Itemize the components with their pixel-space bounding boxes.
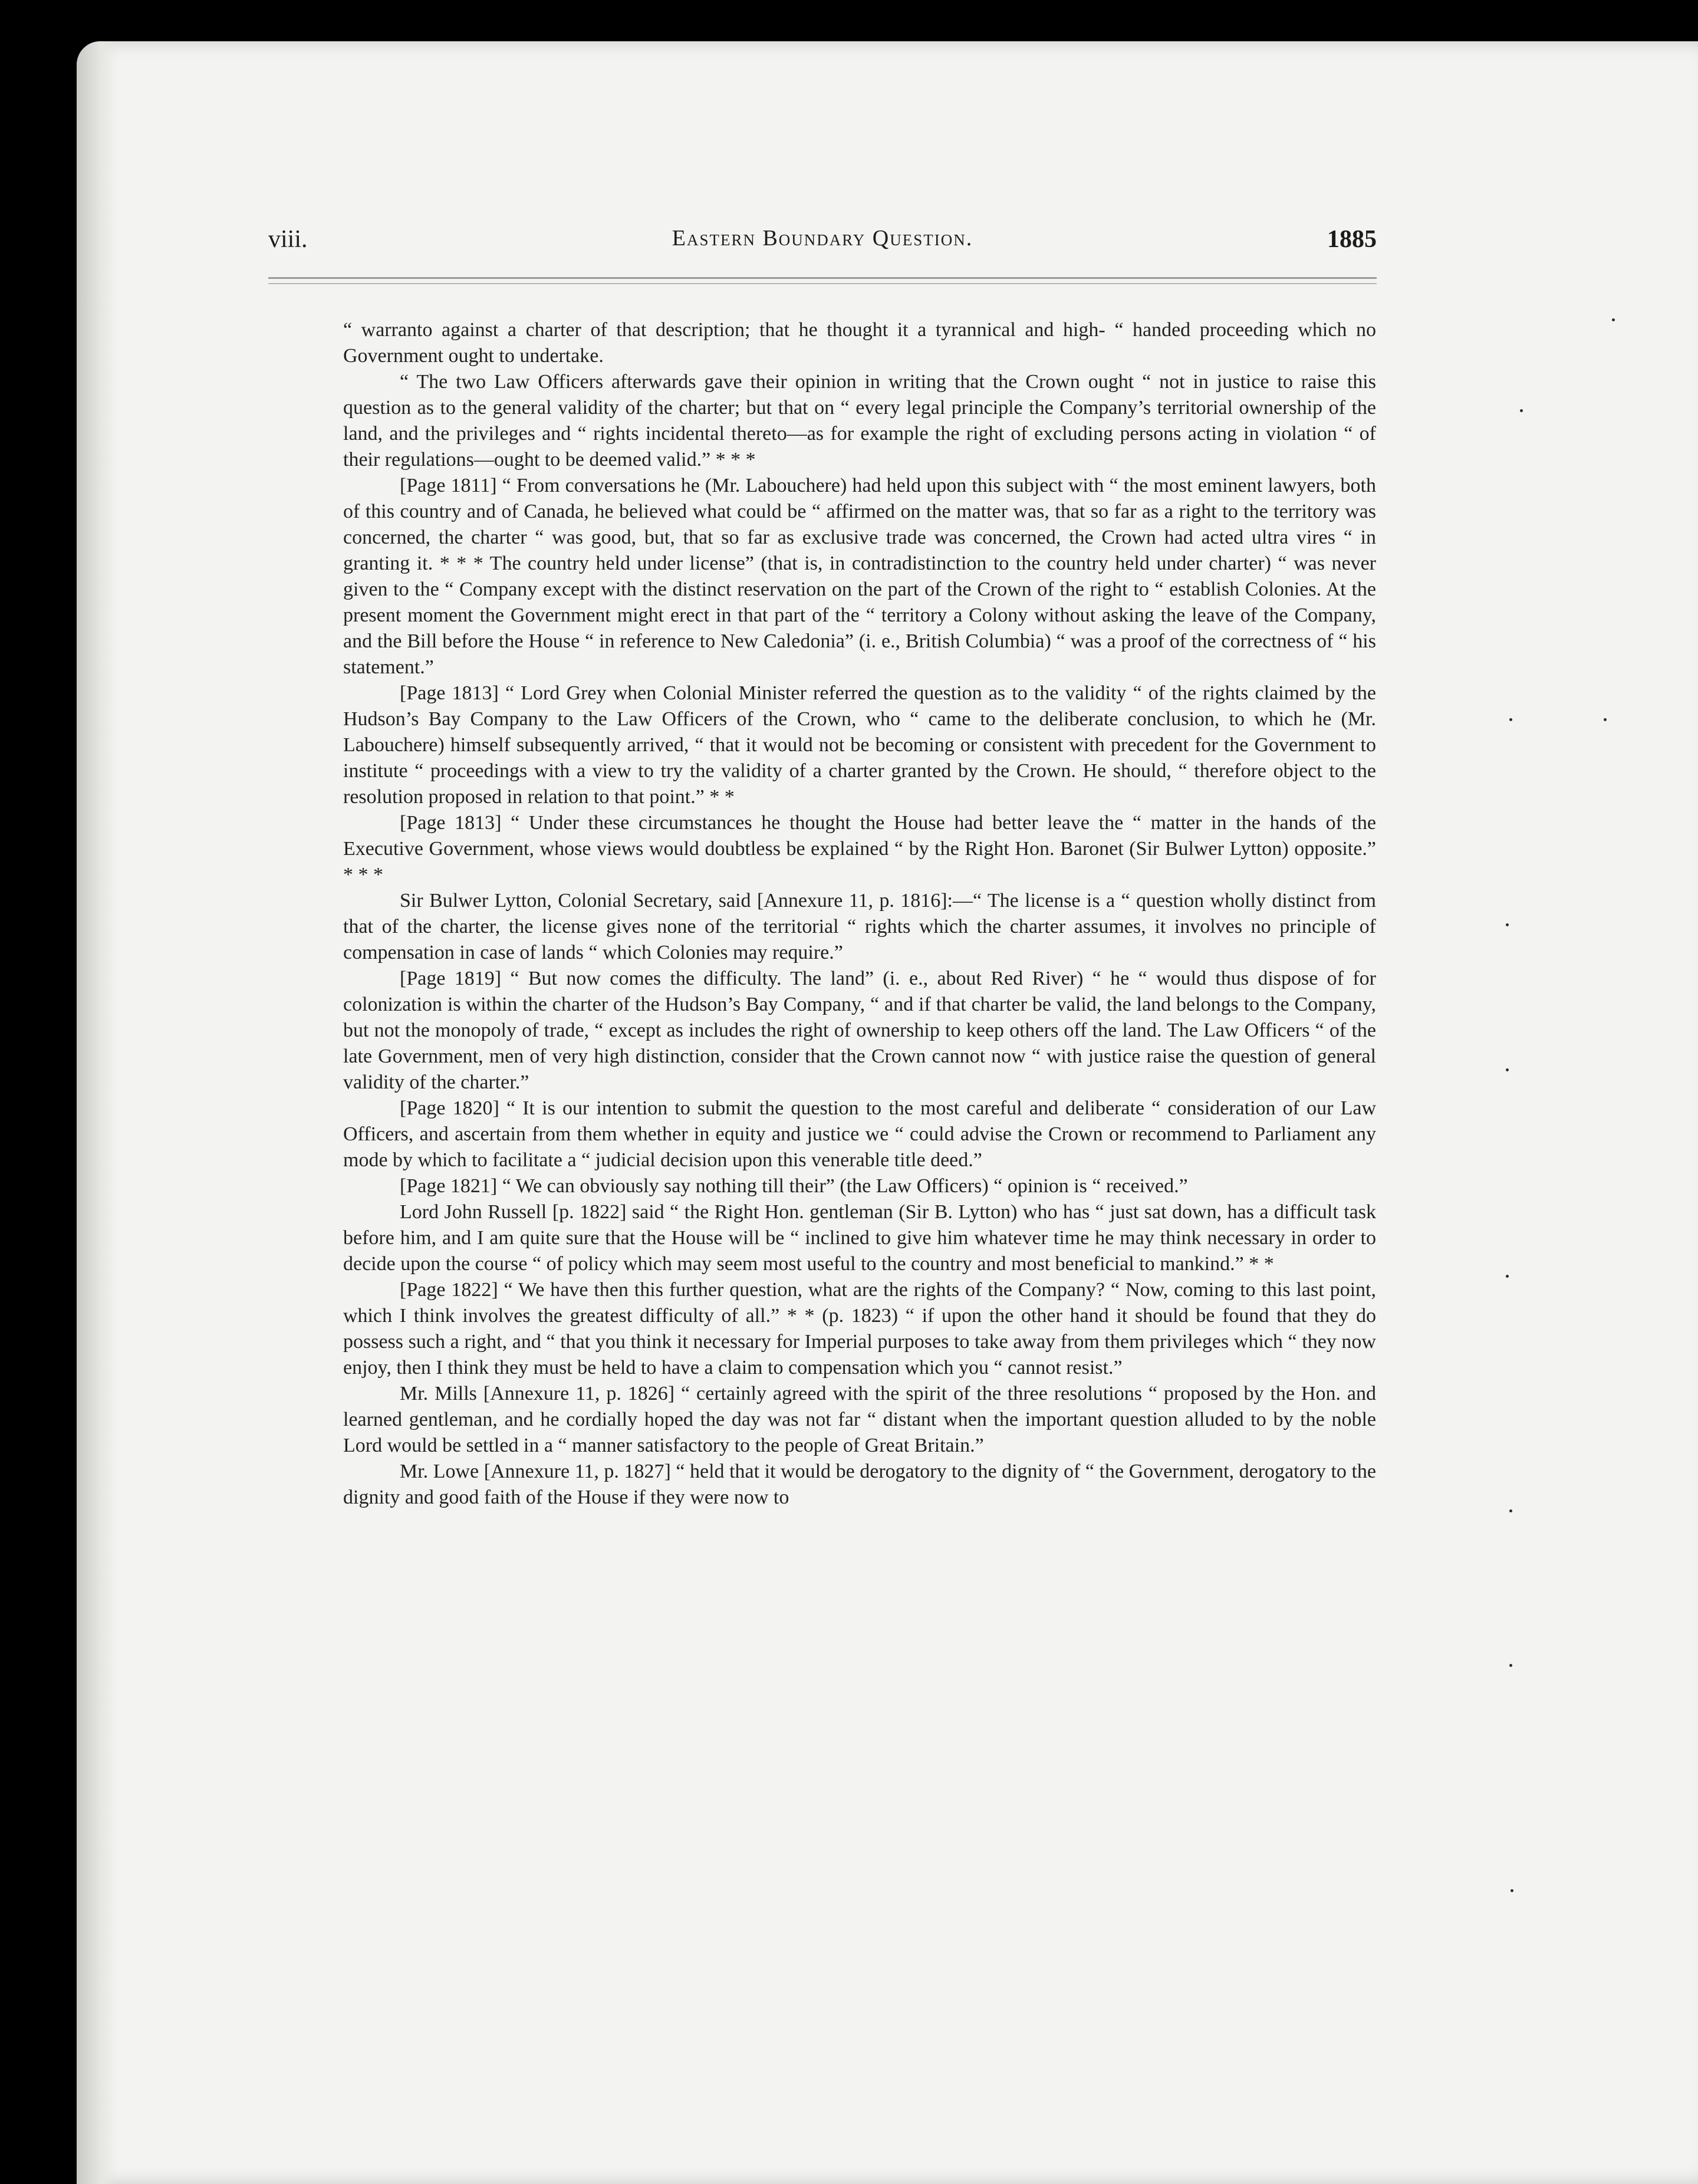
paragraph: Mr. Lowe [Annexure 11, p. 1827] “ held that it would be derogatory to the dignity of “ the Government, derogatory to the dignity and good faith of the House if they were now to [343, 1461, 1376, 1508]
scan-speck [1506, 1275, 1509, 1278]
paragraph: [Page 1821] “ We can obviously say nothing till their” (the Law Officers) “ opinion is “ received.” [400, 1175, 1188, 1197]
scan-speck [1509, 1509, 1512, 1512]
paragraph: [Page 1811] “ From conversations he (Mr. Labouchere) had held upon this subject with “ the most eminent lawyers, both of this country and of Canada, he believed what could be “ affirmed on the matter was, that so far as a right to the territory was concerned, the charter “ was good, but, that so far as exclusive trade was concerned, the Crown had acted ultra vires “ in granting it. * * * The country held under license” (that is, in contradistinction to the country held under charter) “ was never given to the “ Company except with the distinct reservation on the part of the Crown of the right to “ establish Colonies. At the present moment the Government might erect in that part of the “ territory a Colony without asking the leave of the Company, and the Bill before the House “ in reference to New Caledonia” (i. e., British Columbia) “ was a proof of the correctness of “ his statement.” [343, 475, 1376, 678]
body-text [343, 317, 1376, 1511]
paragraph: [Page 1813] “ Under these circumstances he thought the House had better leave the “ matter in the hands of the Executive Government, whose views would doubtless be explained “ by the Right Hon. Baronet (Sir Bulwer Lytton) opposite.” * * * [343, 812, 1376, 886]
running-title: Eastern Boundary Question. [672, 226, 973, 251]
scan-speck [1612, 318, 1615, 321]
scan-speck [1520, 409, 1523, 412]
scan-speck [1509, 1664, 1512, 1667]
paragraph: Sir Bulwer Lytton, Colonial Secretary, said [Annexure 11, p. 1816]:—“ The license is a “ question wholly distinct from that of the charter, the license gives none of the territorial “ rights which the charter assumes, it involves no principle of compensation in case of lands “ which Colonies may require.” [343, 890, 1376, 963]
paragraph: [Page 1813] “ Lord Grey when Colonial Minister referred the question as to the validity “ of the rights claimed by the Hudson’s Bay Company to the Law Officers of the Crown, who “ came to the deliberate conclusion, to which he (Mr. Labouchere) himself subsequently arrived, “ that it would not be becoming or consistent with precedent for the Government to institute “ proceedings with a view to try the validity of a charter granted by the Crown. He should, “ therefore object to the resolution proposed in relation to that point.” * * [343, 682, 1376, 808]
header-rule-thin [268, 283, 1377, 284]
scan-speck [1506, 923, 1509, 926]
paragraph: [Page 1822] “ We have then this further question, what are the rights of the Company? “ Now, coming to this last point, which I think involves the greatest difficulty of all.” * * (p. 1823) “ if upon the other hand it should be found that they do possess such a right, and “ that you think it necessary for Imperial purposes to take away from them privileges which “ they now enjoy, then I think they must be held to have a claim to compensation which you “ cannot resist.” [343, 1279, 1376, 1379]
scan-speck [1511, 1889, 1513, 1892]
paragraph: [Page 1819] “ But now comes the difficulty. The land” (i. e., about Red River) “ he “ would thus dispose of for colonization is within the charter of the Hudson’s Bay Company, “ and if that charter be valid, the land belongs to the Company, but not the monopoly of trade, “ except as includes the right of ownership to keep others off the land. The Law Officers “ of the late Government, men of very high distinction, consider that the Crown cannot now “ with justice raise the question of general validity of the charter.” [343, 968, 1376, 1093]
page-number: viii. [268, 226, 308, 253]
scan-speck [1604, 718, 1607, 721]
paragraph: Lord John Russell [p. 1822] said “ the Right Hon. gentleman (Sir B. Lytton) who has “ just sat down, has a difficult task before him, and I am quite sure that the House will be “ inclined to give him whatever time he may think necessary in order to decide upon the course “ of policy which may seem most useful to the country and most beneficial to mankind.” * * [343, 1201, 1376, 1275]
paragraph: “ The two Law Officers afterwards gave their opinion in writing that the Crown ought “ not in justice to raise this question as to the general validity of the charter; but that on “ every legal principle the Company’s territorial ownership of the land, and the privileges and “ rights incidental thereto—as for example the right of excluding persons acting in violation “ of their regulations—ought to be deemed valid.” * * * [343, 371, 1376, 471]
scan-speck [1506, 1068, 1509, 1071]
paragraph: [Page 1820] “ It is our intention to submit the question to the most careful and deliberate “ consideration of our Law Officers, and ascertain from them whether in equity and justice we “ could advise the Crown or recommend to Parliament any mode by which to facilitate a “ judicial decision upon this venerable title deed.” [343, 1097, 1376, 1171]
paragraph: “ warranto against a charter of that description; that he thought it a tyrannical and high- “ handed proceeding which no Government ought to undertake. [343, 319, 1376, 367]
running-header [268, 225, 1377, 255]
paragraph: Mr. Mills [Annexure 11, p. 1826] “ certainly agreed with the spirit of the three resolutions “ proposed by the Hon. and learned gentleman, and he cordially hoped the day was not far “ distant when the important question alluded to by the noble Lord would be settled in a “ manner satisfactory to the people of Great Britain.” [343, 1383, 1376, 1456]
scan-speck [1509, 718, 1512, 721]
header-year: 1885 [1327, 226, 1377, 253]
header-rule [268, 277, 1377, 279]
